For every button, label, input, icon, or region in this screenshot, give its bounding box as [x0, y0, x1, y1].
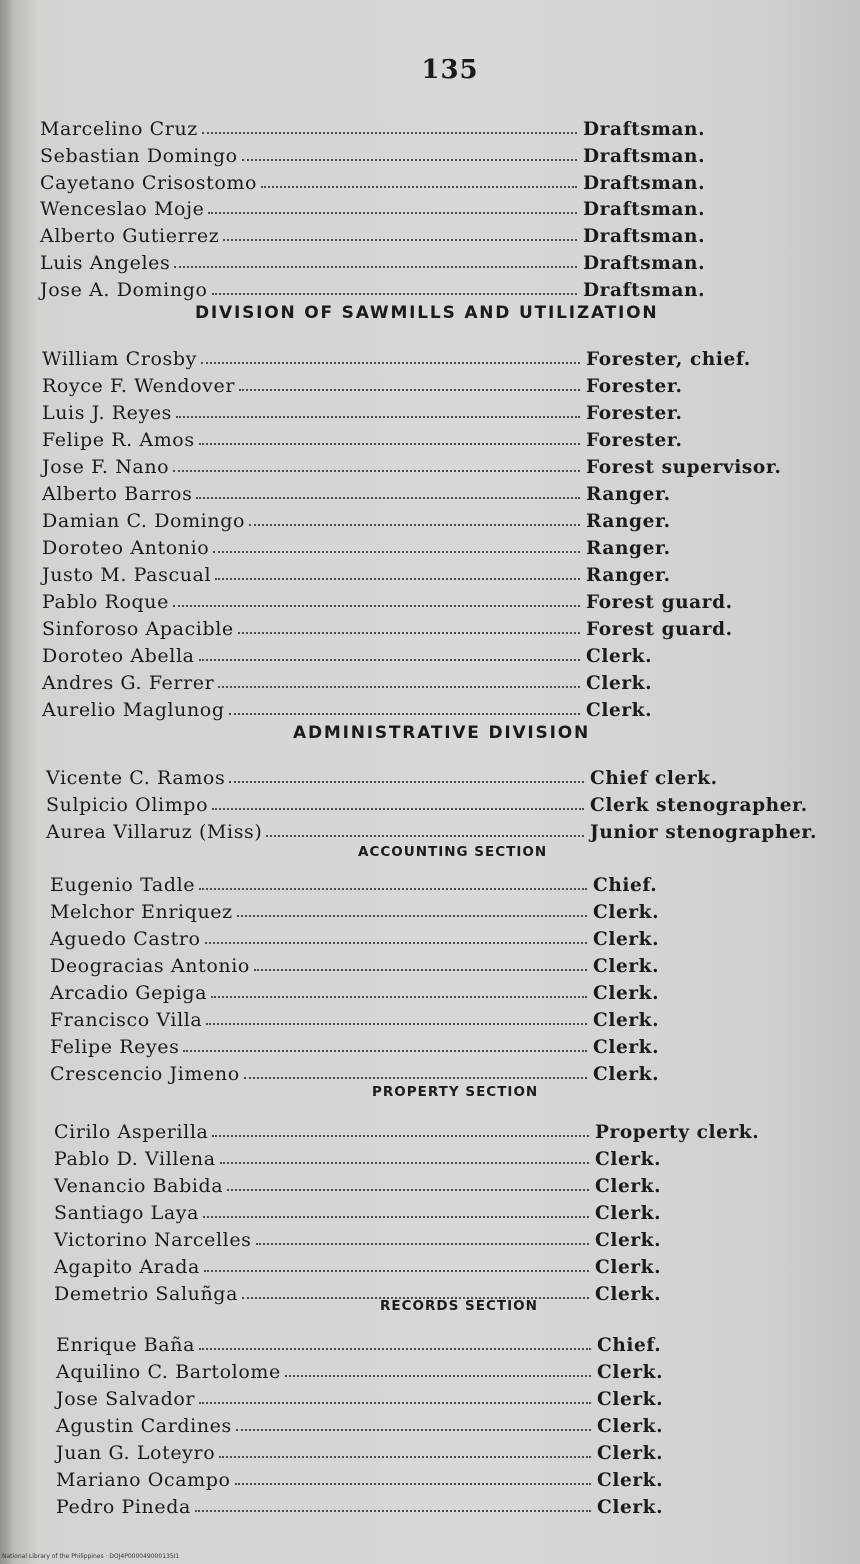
job-title: Forest supervisor. — [586, 457, 782, 478]
employee-name: Vicente C. Ramos — [46, 767, 226, 789]
employee-name: Justo M. Pascual — [42, 564, 212, 586]
leader-dots — [212, 807, 584, 810]
leader-dots — [219, 1455, 591, 1458]
leader-dots — [235, 1482, 591, 1485]
employee-name: Agapito Arada — [54, 1256, 200, 1278]
employee-name: Alberto Gutierrez — [40, 225, 220, 247]
roster-entry — [42, 479, 816, 505]
roster-entry — [42, 452, 816, 478]
job-title: Forest guard. — [586, 619, 733, 640]
leader-dots — [236, 1428, 591, 1431]
employee-name: Jose Salvador — [56, 1388, 196, 1410]
job-title: Draftsman. — [583, 253, 706, 274]
roster-entry — [50, 870, 823, 896]
job-title: Clerk. — [586, 673, 653, 694]
roster-entry — [54, 1252, 825, 1278]
roster-entry — [42, 560, 816, 586]
job-title: Ranger. — [586, 538, 671, 559]
employee-name: Eugenio Tadle — [50, 874, 196, 896]
employee-name: Demetrio Saluñga — [54, 1283, 238, 1305]
leader-dots — [201, 361, 580, 364]
roster-entry — [50, 978, 823, 1004]
employee-name: Cirilo Asperilla — [54, 1121, 209, 1143]
employee-name: Sebastian Domingo — [40, 145, 238, 167]
roster-entry — [54, 1198, 825, 1224]
leader-dots — [212, 292, 578, 295]
page-number: 135 — [421, 55, 479, 85]
employee-name: Aquilino C. Bartolome — [56, 1361, 281, 1383]
employee-name: Damian C. Domingo — [42, 510, 246, 532]
leader-dots — [199, 1347, 591, 1350]
leader-dots — [229, 780, 584, 783]
job-title: Clerk. — [595, 1230, 662, 1251]
leader-dots — [227, 1188, 589, 1191]
employee-name: Aurelio Maglunog — [42, 699, 225, 721]
job-title: Forester. — [586, 403, 683, 424]
roster-entry — [46, 817, 820, 843]
leader-dots — [195, 1509, 591, 1512]
leader-dots — [211, 995, 587, 998]
job-title: Chief. — [597, 1335, 662, 1356]
roster-entry — [54, 1171, 825, 1197]
leader-dots — [239, 388, 580, 391]
section-heading: RECORDS SECTION — [380, 1298, 538, 1314]
section-heading: PROPERTY SECTION — [372, 1084, 539, 1100]
roster-entry — [56, 1384, 827, 1410]
leader-dots — [218, 685, 580, 688]
leader-dots — [285, 1374, 591, 1377]
employee-name: Royce F. Wendover — [42, 375, 236, 397]
job-title: Clerk. — [593, 956, 660, 977]
employee-name: Santiago Laya — [54, 1202, 200, 1224]
employee-name: Alberto Barros — [42, 483, 193, 505]
leader-dots — [254, 968, 587, 971]
job-title: Forester. — [586, 430, 683, 451]
leader-dots — [204, 1269, 589, 1272]
roster-entry — [56, 1438, 827, 1464]
job-title: Clerk. — [595, 1284, 662, 1305]
employee-name: Venancio Babida — [54, 1175, 224, 1197]
job-title: Clerk. — [597, 1497, 664, 1518]
leader-dots — [196, 496, 580, 499]
job-title: Clerk. — [597, 1443, 664, 1464]
roster-entry — [54, 1144, 825, 1170]
section-heading: ADMINISTRATIVE DIVISION — [293, 723, 591, 743]
employee-name: Marcelino Cruz — [40, 118, 198, 140]
job-title: Clerk. — [593, 983, 660, 1004]
roster-entry — [54, 1225, 825, 1251]
job-title: Forester. — [586, 376, 683, 397]
employee-name: Felipe R. Amos — [42, 429, 195, 451]
leader-dots — [199, 658, 580, 661]
job-title: Draftsman. — [583, 146, 706, 167]
leader-dots — [229, 712, 580, 715]
employee-name: Pedro Pineda — [56, 1496, 191, 1518]
job-title: Clerk. — [595, 1176, 662, 1197]
employee-name: Mariano Ocampo — [56, 1469, 231, 1491]
employee-name: Melchor Enriquez — [50, 901, 233, 923]
job-title: Ranger. — [586, 565, 671, 586]
leader-dots — [173, 604, 580, 607]
leader-dots — [202, 131, 577, 134]
roster-entry — [50, 1005, 823, 1031]
employee-name: Wenceslao Moje — [40, 198, 205, 220]
job-title: Clerk. — [597, 1362, 664, 1383]
leader-dots — [199, 1401, 591, 1404]
leader-dots — [215, 577, 580, 580]
employee-name: William Crosby — [42, 348, 197, 370]
roster-entry — [42, 533, 816, 559]
leader-dots — [242, 158, 577, 161]
roster-entry — [42, 641, 816, 667]
employee-name: Deogracias Antonio — [50, 955, 250, 977]
job-title: Draftsman. — [583, 226, 706, 247]
job-title: Draftsman. — [583, 199, 706, 220]
job-title: Draftsman. — [583, 173, 706, 194]
employee-name: Francisco Villa — [50, 1009, 203, 1031]
job-title: Ranger. — [586, 511, 671, 532]
section-heading: DIVISION OF SAWMILLS AND UTILIZATION — [195, 303, 659, 323]
employee-name: Doroteo Antonio — [42, 537, 210, 559]
employee-name: Pablo D. Villena — [54, 1148, 216, 1170]
employee-name: Cayetano Crisostomo — [40, 172, 258, 194]
employee-name: Aurea Villaruz (Miss) — [46, 821, 263, 843]
leader-dots — [206, 1022, 587, 1025]
roster-entry — [56, 1411, 827, 1437]
roster-entry — [56, 1330, 827, 1356]
roster-entry — [42, 614, 816, 640]
employee-name: Felipe Reyes — [50, 1036, 180, 1058]
section-heading: ACCOUNTING SECTION — [358, 844, 548, 860]
roster-entry — [50, 1059, 823, 1085]
job-title: Clerk. — [586, 700, 653, 721]
leader-dots — [220, 1161, 589, 1164]
leader-dots — [174, 265, 577, 268]
job-title: Clerk. — [597, 1470, 664, 1491]
leader-dots — [199, 887, 587, 890]
job-title: Forest guard. — [586, 592, 733, 613]
roster-entry — [42, 398, 816, 424]
employee-name: Sulpicio Olimpo — [46, 794, 209, 816]
employee-name: Andres G. Ferrer — [42, 672, 215, 694]
job-title: Clerk. — [586, 646, 653, 667]
roster-entry — [42, 425, 816, 451]
roster-entry — [42, 587, 816, 613]
leader-dots — [212, 1134, 589, 1137]
employee-name: Jose A. Domingo — [40, 279, 208, 301]
leader-dots — [256, 1242, 589, 1245]
employee-name: Aguedo Castro — [50, 928, 201, 950]
roster-entry — [54, 1117, 825, 1143]
employee-name: Arcadio Gepiga — [50, 982, 208, 1004]
leader-dots — [238, 631, 580, 634]
job-title: Clerk. — [593, 1064, 660, 1085]
employee-name: Sinforoso Apacible — [42, 618, 234, 640]
roster-entry — [46, 790, 820, 816]
employee-name: Crescencio Jimeno — [50, 1063, 240, 1085]
roster-entry — [40, 194, 813, 220]
leader-dots — [244, 1076, 587, 1079]
roster-entry — [42, 344, 816, 370]
job-title: Clerk. — [593, 1037, 660, 1058]
roster-entry — [42, 668, 816, 694]
roster-entry — [56, 1492, 827, 1518]
roster-entry — [42, 695, 816, 721]
employee-name: Doroteo Abella — [42, 645, 195, 667]
job-title: Forester, chief. — [586, 349, 751, 370]
job-title: Clerk. — [593, 929, 660, 950]
roster-entry — [50, 951, 823, 977]
employee-name: Jose F. Nano — [42, 456, 170, 478]
leader-dots — [249, 523, 580, 526]
leader-dots — [173, 469, 580, 472]
roster-entry — [42, 506, 816, 532]
job-title: Junior stenographer. — [590, 822, 818, 843]
roster-entry — [40, 221, 813, 247]
job-title: Ranger. — [586, 484, 671, 505]
employee-name: Enrique Baña — [56, 1334, 196, 1356]
leader-dots — [261, 185, 577, 188]
scan-footer: National Library of the Philippines · DOJ4P000049000135I1 — [2, 1553, 180, 1560]
roster-entry — [56, 1357, 827, 1383]
job-title: Clerk. — [595, 1203, 662, 1224]
leader-dots — [266, 834, 584, 837]
job-title: Clerk. — [593, 1010, 660, 1031]
job-title: Draftsman. — [583, 119, 706, 140]
leader-dots — [208, 211, 577, 214]
job-title: Draftsman. — [583, 280, 706, 301]
job-title: Chief. — [593, 875, 658, 896]
employee-name: Luis J. Reyes — [42, 402, 173, 424]
roster-entry — [42, 371, 816, 397]
roster-entry — [50, 897, 823, 923]
leader-dots — [237, 914, 587, 917]
leader-dots — [203, 1215, 589, 1218]
job-title: Clerk. — [595, 1257, 662, 1278]
roster-entry — [46, 763, 820, 789]
roster-entry — [40, 275, 813, 301]
leader-dots — [213, 550, 580, 553]
employee-name: Pablo Roque — [42, 591, 169, 613]
job-title: Property clerk. — [595, 1122, 760, 1143]
roster-entry — [40, 141, 813, 167]
job-title: Clerk. — [593, 902, 660, 923]
roster-entry — [40, 168, 813, 194]
leader-dots — [223, 238, 577, 241]
roster-entry — [40, 114, 813, 140]
leader-dots — [176, 415, 580, 418]
employee-name: Luis Angeles — [40, 252, 171, 274]
job-title: Clerk. — [595, 1149, 662, 1170]
job-title: Clerk. — [597, 1416, 664, 1437]
roster-entry — [50, 924, 823, 950]
leader-dots — [183, 1049, 587, 1052]
roster-entry — [40, 248, 813, 274]
job-title: Clerk. — [597, 1389, 664, 1410]
employee-name: Victorino Narcelles — [54, 1229, 252, 1251]
roster-entry — [50, 1032, 823, 1058]
employee-name: Juan G. Loteyro — [56, 1442, 216, 1464]
leader-dots — [199, 442, 580, 445]
leader-dots — [205, 941, 587, 944]
employee-name: Agustin Cardines — [56, 1415, 232, 1437]
roster-entry — [56, 1465, 827, 1491]
job-title: Clerk stenographer. — [590, 795, 808, 816]
job-title: Chief clerk. — [590, 768, 718, 789]
